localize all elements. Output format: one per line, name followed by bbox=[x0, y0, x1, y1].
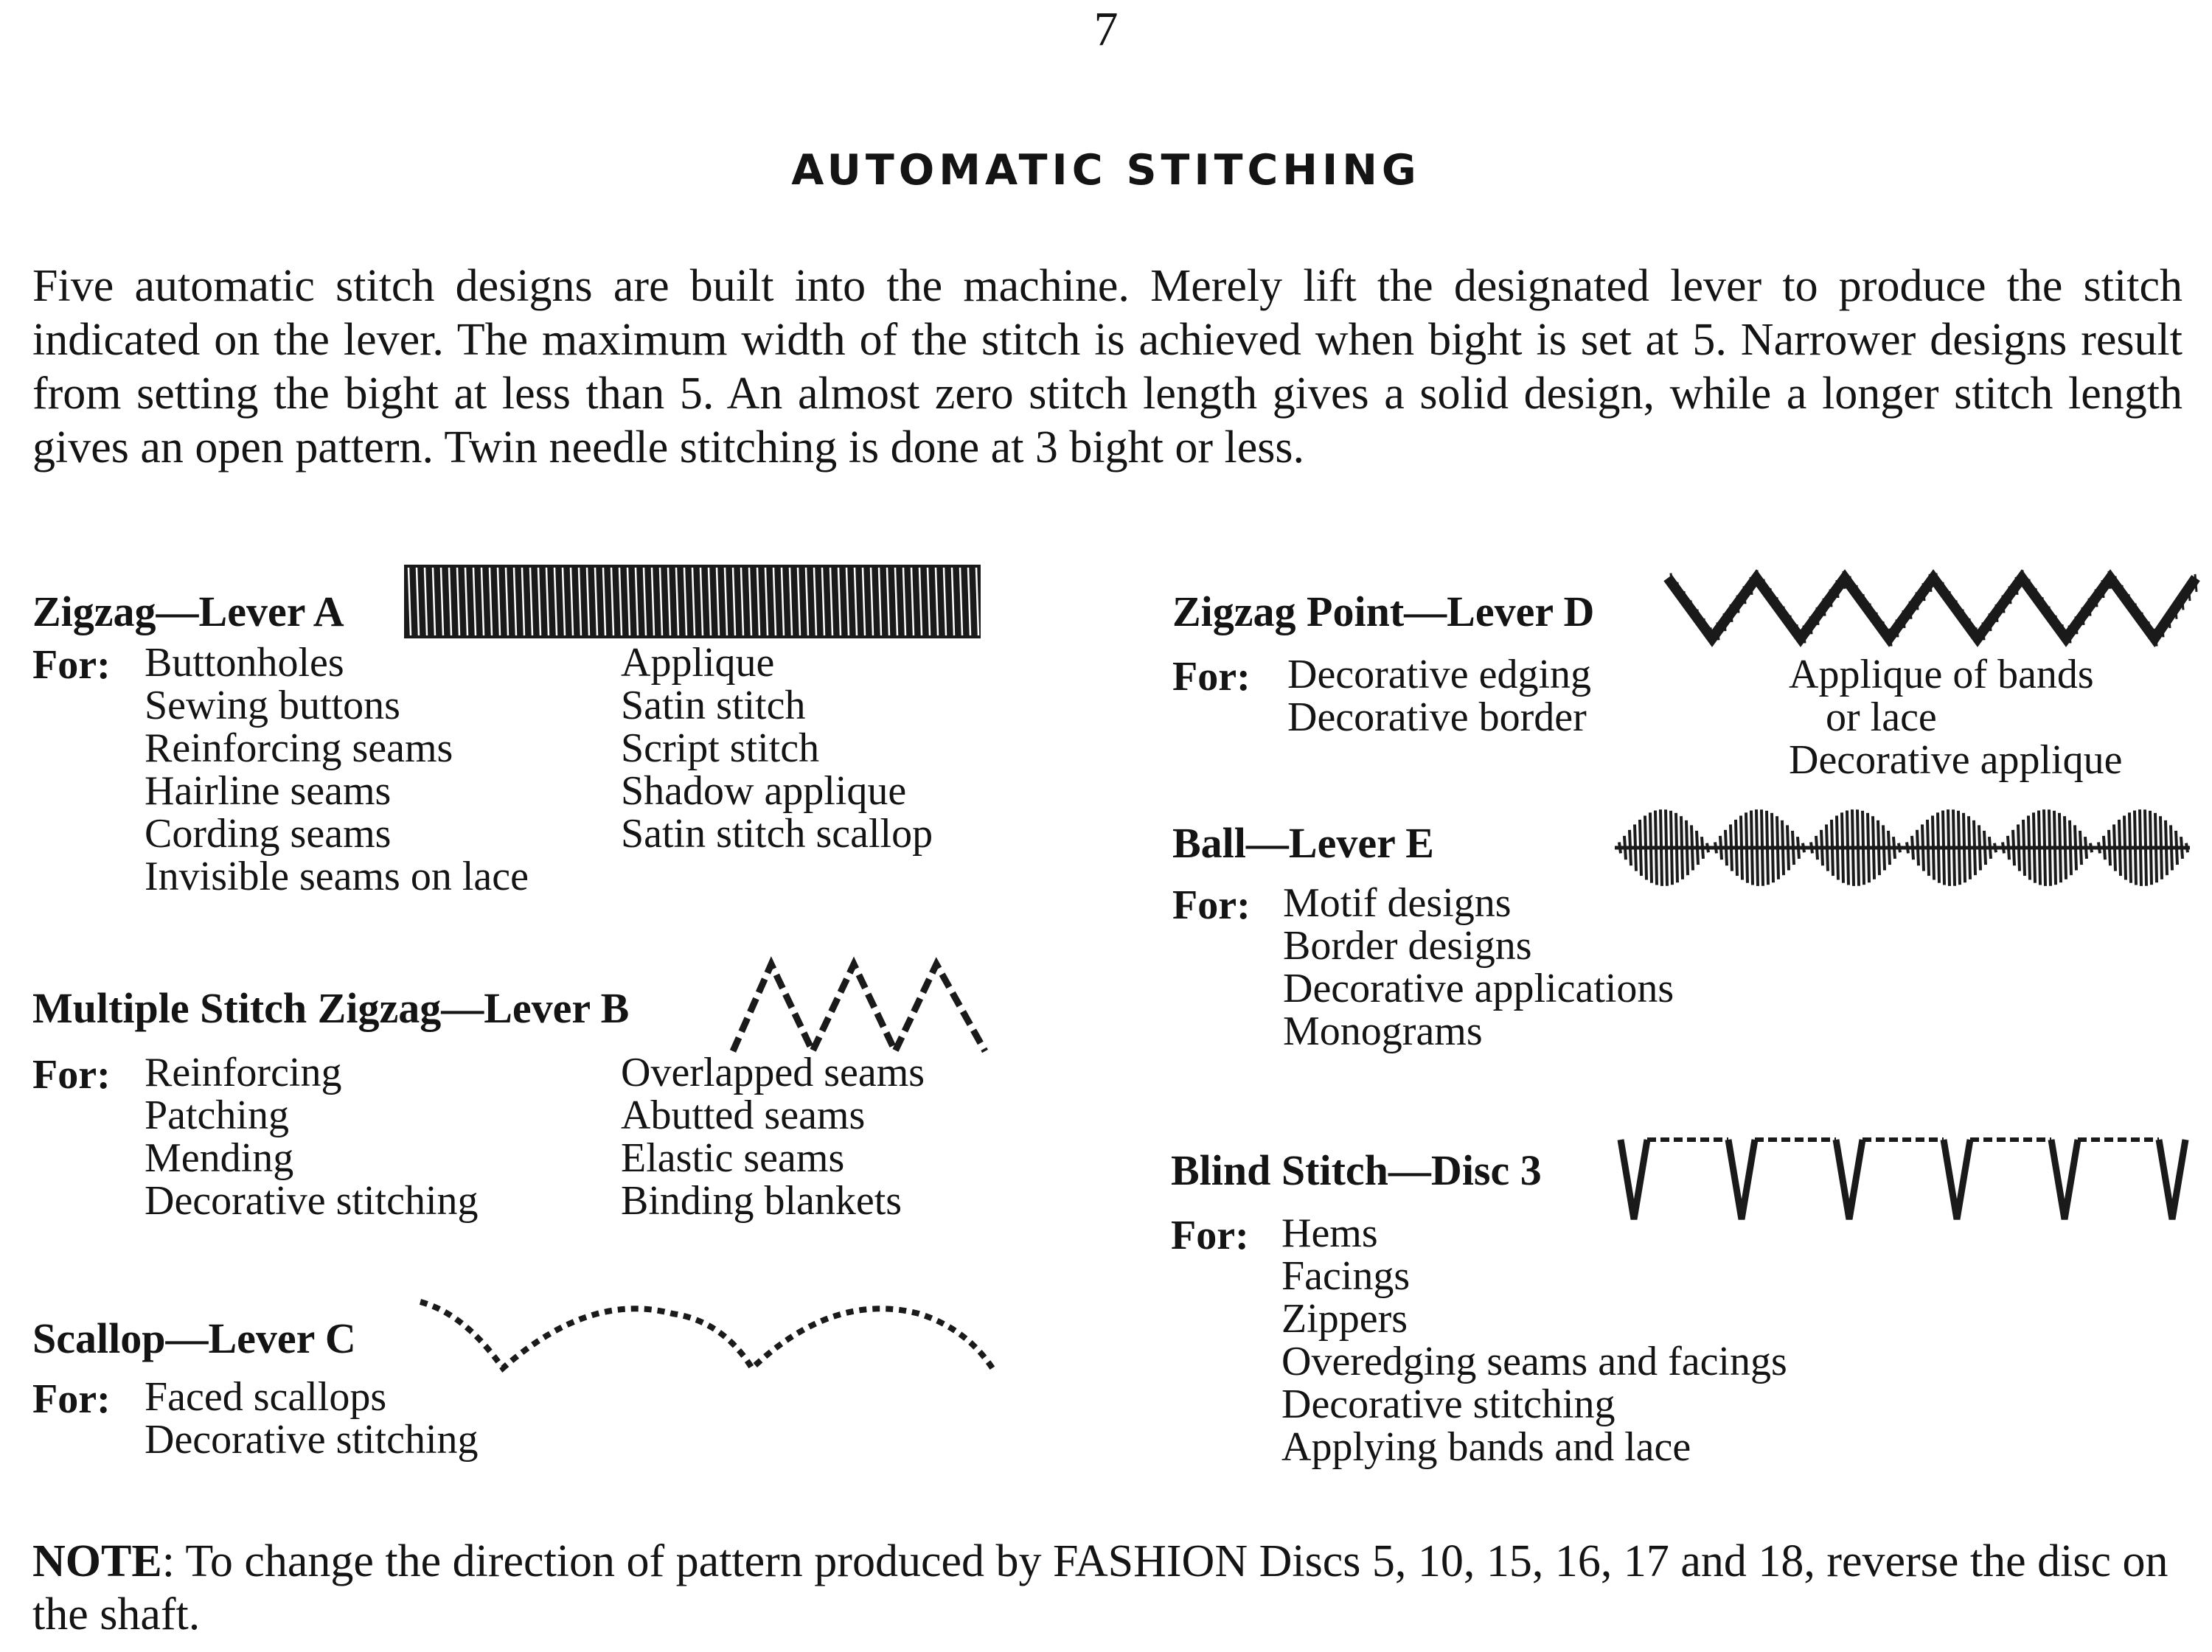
list-item: Decorative stitching bbox=[145, 1417, 479, 1463]
list-item: Decorative edging bbox=[1287, 652, 1592, 697]
zigzag-point-stitch-illustration bbox=[1668, 568, 2199, 649]
blind-stitch-uses bbox=[1281, 1212, 1787, 1468]
list-item: Motif designs bbox=[1283, 880, 1512, 926]
list-item: Applique bbox=[621, 640, 775, 686]
zigzag-point-uses-col1 bbox=[1287, 653, 1591, 739]
list-item: Zippers bbox=[1281, 1296, 1408, 1342]
list-item: Sewing buttons bbox=[145, 683, 400, 728]
list-item: Patching bbox=[145, 1092, 289, 1138]
list-item: Facings bbox=[1281, 1253, 1411, 1299]
list-item: Abutted seams bbox=[621, 1092, 866, 1138]
list-item: Applying bands and lace bbox=[1281, 1424, 1691, 1470]
list-item: Monograms bbox=[1283, 1008, 1483, 1054]
list-item: Script stitch bbox=[621, 725, 820, 771]
page-title: AUTOMATIC STITCHING bbox=[791, 146, 1421, 195]
zigzag-point-heading: Zigzag Point—Lever D bbox=[1172, 588, 1595, 635]
list-item: Applique of bands bbox=[1789, 652, 2094, 697]
list-item: Cording seams bbox=[145, 811, 392, 857]
list-item: or lace bbox=[1826, 694, 1937, 740]
multiple-zigzag-stitch-illustration bbox=[730, 958, 988, 1054]
list-item: Mending bbox=[145, 1135, 294, 1181]
list-item: Decorative applique bbox=[1789, 737, 2123, 783]
zigzag-uses-col1 bbox=[145, 641, 529, 898]
note-label: NOTE bbox=[32, 1536, 162, 1586]
scallop-heading: Scallop—Lever C bbox=[32, 1314, 356, 1362]
multiple-uses-col2 bbox=[621, 1051, 925, 1222]
list-item: Reinforcing seams bbox=[145, 725, 453, 771]
list-item: Invisible seams on lace bbox=[145, 854, 529, 899]
blind-stitch-heading: Blind Stitch—Disc 3 bbox=[1171, 1146, 1542, 1194]
list-item: Satin stitch scallop bbox=[621, 811, 933, 857]
list-item: Elastic seams bbox=[621, 1135, 845, 1181]
ball-for-label: For: bbox=[1172, 882, 1251, 928]
note-paragraph bbox=[32, 1535, 2183, 1641]
list-item: Decorative border bbox=[1287, 694, 1587, 740]
zigzag-stitch-illustration bbox=[404, 565, 981, 638]
multiple-zigzag-heading: Multiple Stitch Zigzag—Lever B bbox=[32, 984, 630, 1032]
page-number: 7 bbox=[1093, 2, 1119, 56]
ball-stitch-illustration bbox=[1615, 804, 2190, 892]
multiple-uses-col1 bbox=[145, 1051, 479, 1222]
list-item: Buttonholes bbox=[145, 640, 344, 686]
zigzag-uses-col2 bbox=[621, 641, 933, 855]
list-item: Binding blankets bbox=[621, 1178, 902, 1224]
zigzag-point-uses-col2 bbox=[1789, 653, 2122, 781]
list-item: Hairline seams bbox=[145, 768, 392, 814]
blind-stitch-for-label: For: bbox=[1171, 1213, 1249, 1258]
scallop-for-label: For: bbox=[32, 1376, 111, 1422]
intro-paragraph bbox=[32, 259, 2183, 475]
list-item: Hems bbox=[1281, 1210, 1378, 1256]
zigzag-heading: Zigzag—Lever A bbox=[32, 588, 344, 635]
ball-heading: Ball—Lever E bbox=[1172, 819, 1434, 867]
zigzag-point-for-label: For: bbox=[1172, 654, 1251, 700]
list-item: Decorative applications bbox=[1283, 966, 1674, 1011]
list-item: Border designs bbox=[1283, 923, 1532, 969]
list-item: Shadow applique bbox=[621, 768, 907, 814]
scallop-stitch-illustration bbox=[420, 1292, 995, 1387]
note-text: : To change the direction of pattern produced by FASHION Discs 5, 10, 15, 16, 17 and 18, reverse the disc on the shaft. bbox=[32, 1536, 2168, 1639]
list-item: Decorative stitching bbox=[145, 1178, 479, 1224]
list-item: Reinforcing bbox=[145, 1050, 342, 1095]
list-item: Satin stitch bbox=[621, 683, 806, 728]
zigzag-for-label: For: bbox=[32, 642, 111, 688]
list-item: Faced scallops bbox=[145, 1374, 387, 1420]
list-item: Overedging seams and facings bbox=[1281, 1339, 1787, 1384]
ball-uses bbox=[1283, 882, 1674, 1053]
list-item: Overlapped seams bbox=[621, 1050, 925, 1095]
intro-text: Five automatic stitch designs are built into the machine. Merely lift the designated lever to produce the stitch indicated on the lever. The maximum width of the stitch is achieved when bight is set at 5. Narrower designs result from setting the bight at less than 5. An almost zero stitch length gives a solid design, while a longer stitch length gives an open pattern. Twin needle stitching is done at 3 bight or less. bbox=[32, 261, 2183, 473]
scallop-uses bbox=[145, 1376, 479, 1461]
multiple-for-label: For: bbox=[32, 1052, 111, 1098]
list-item: Decorative stitching bbox=[1281, 1381, 1615, 1427]
